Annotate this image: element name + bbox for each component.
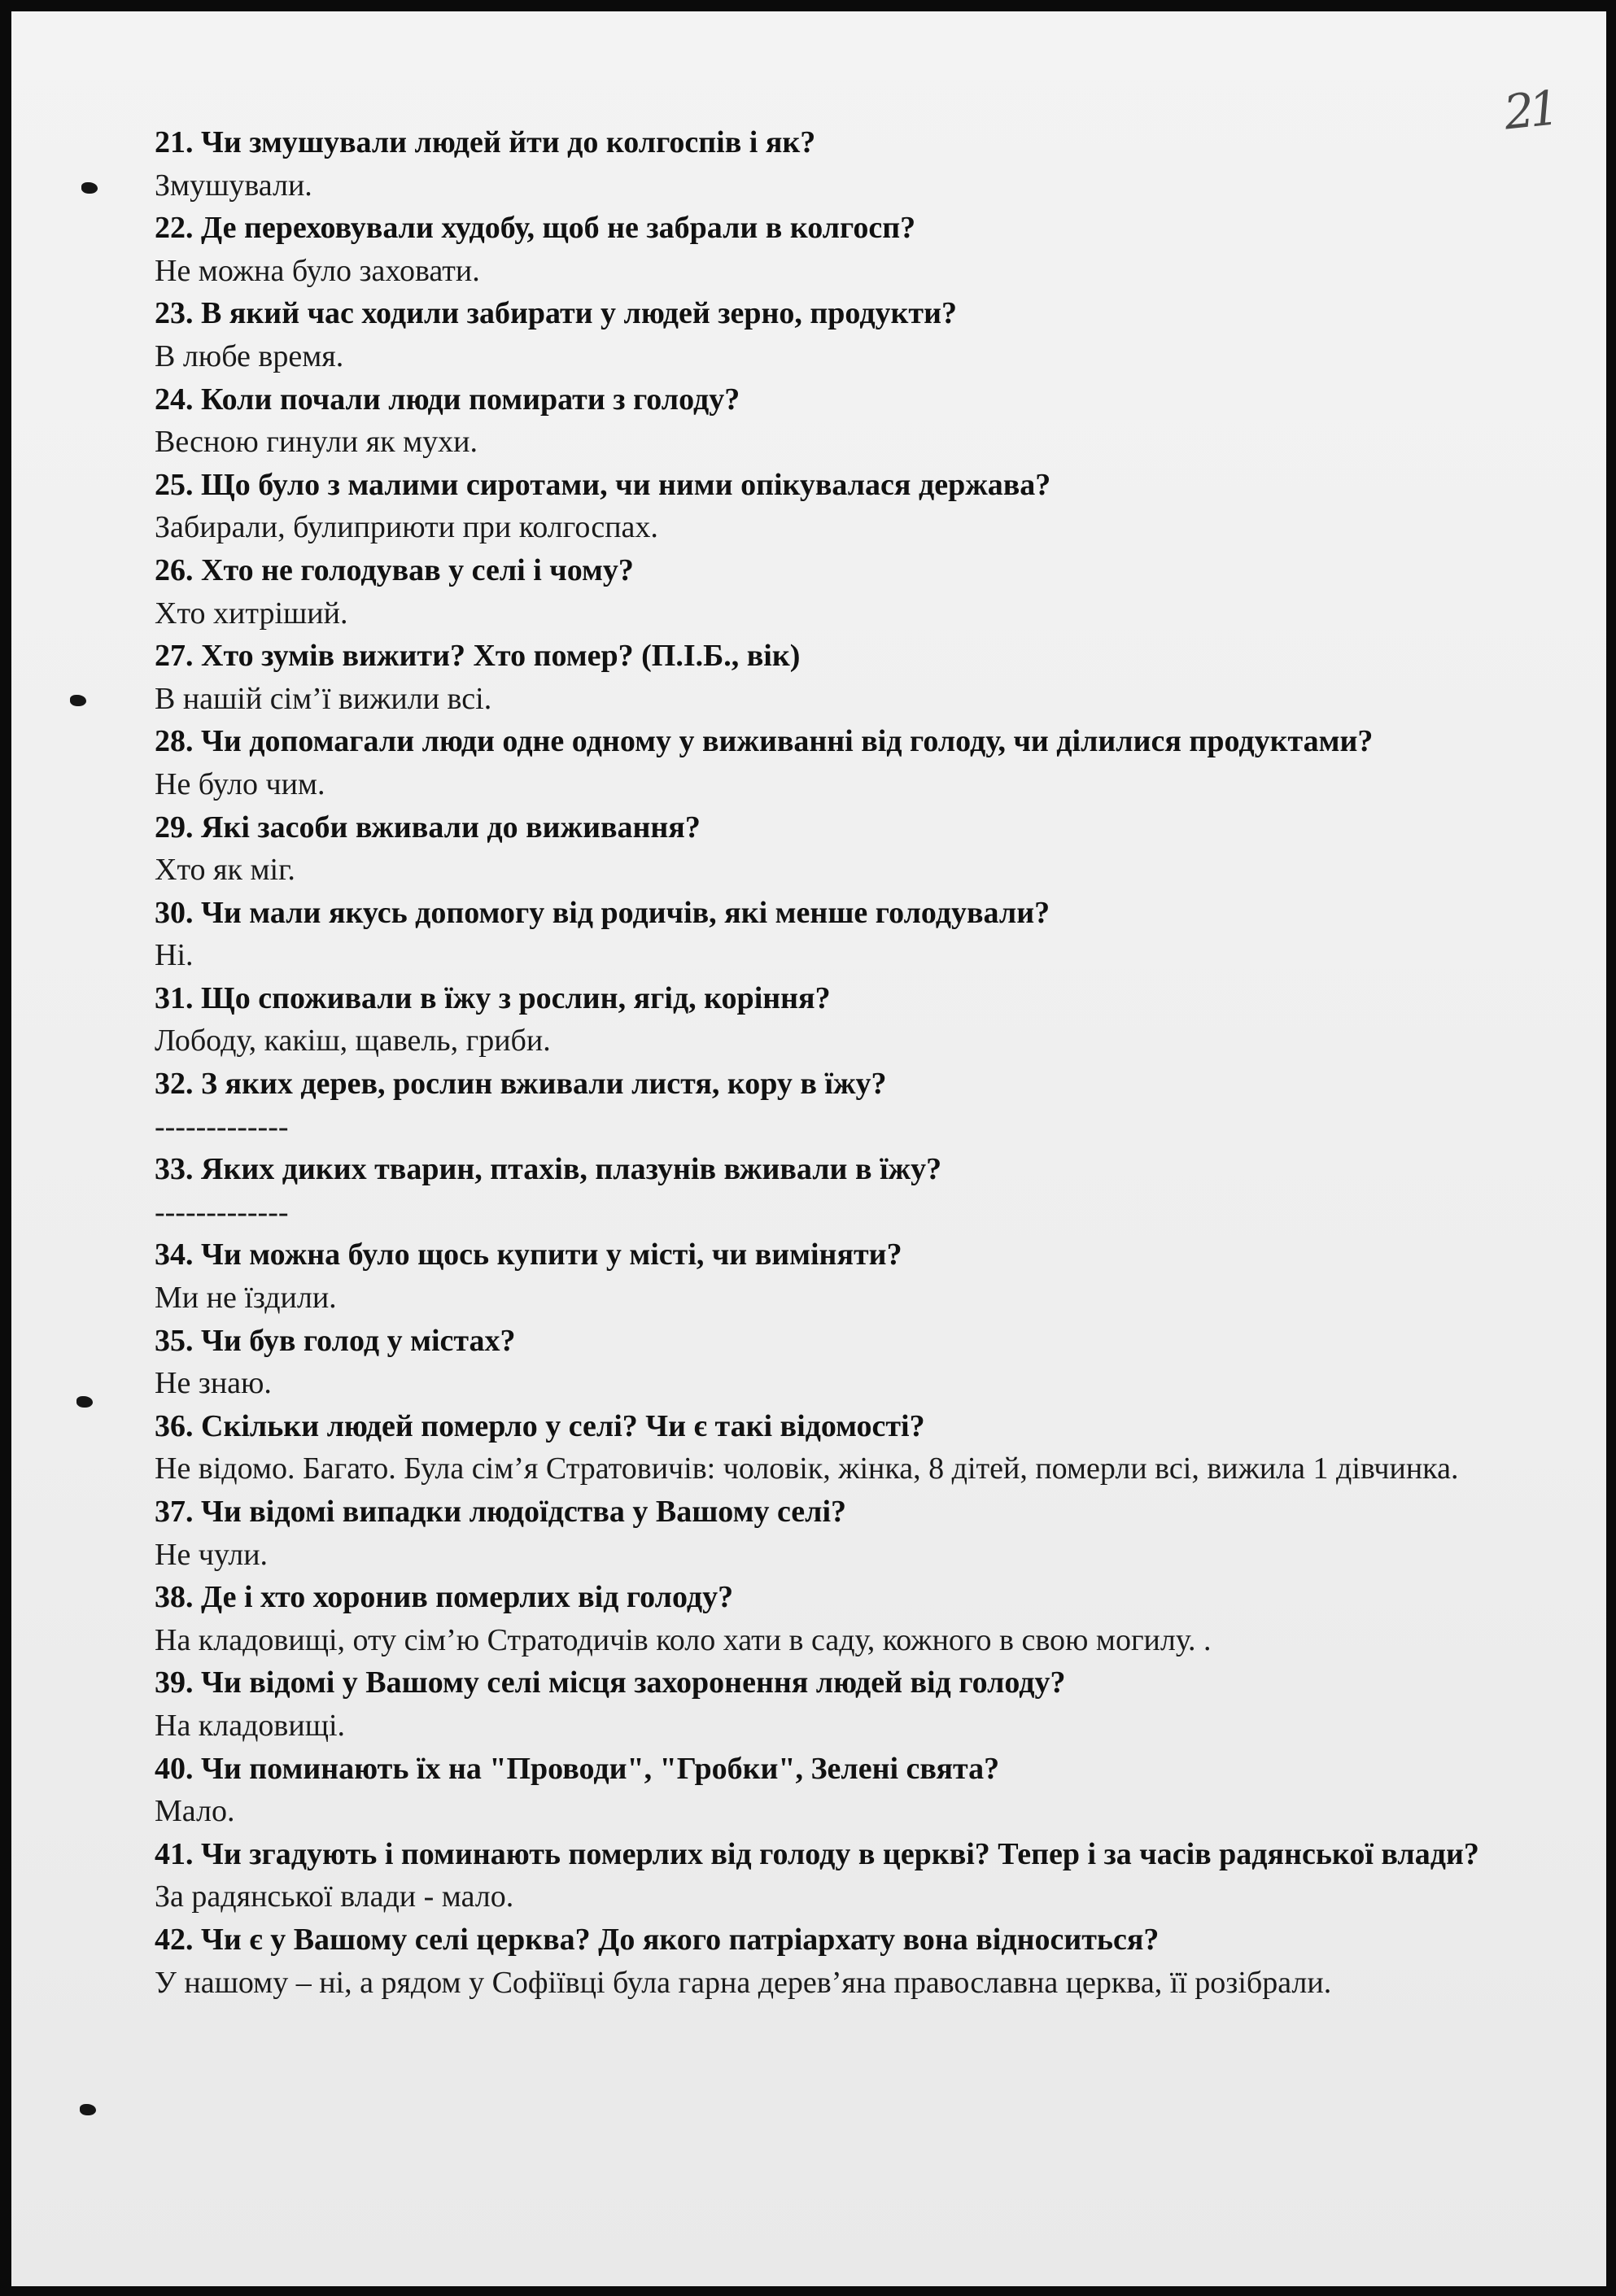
qa-item [107, 464, 1495, 549]
answer: Весною гинули як мухи. [155, 425, 478, 460]
question: 29. Які засоби вживали до виживання? [155, 810, 701, 845]
question: 23. В який час ходили забирати у людей зерно, продукти? [155, 296, 957, 331]
qa-item [107, 292, 1495, 378]
question: 27. Хто зумів вижити? Хто помер? (П.І.Б., вік) [155, 639, 801, 674]
qa-item [107, 1405, 1495, 1491]
question: 42. Чи є у Вашому селі церква? До якого патріархату вона відноситься? [155, 1922, 1160, 1957]
answer: В нашій сім’ї вижили всі. [155, 681, 492, 716]
question: 35. Чи був голод у містах? [155, 1323, 516, 1358]
answer: За радянської влади - мало. [155, 1879, 514, 1914]
question: 22. Де переховували худобу, щоб не забрали в колгосп? [155, 211, 916, 246]
question: 25. Що було з малими сиротами, чи ними опікувалася держава? [155, 467, 1051, 502]
answer: Не відомо. Багато. Була сім’я Стратовичів: чоловік, жінка, 8 дітей, померли всі, вижила 1 дівчинка. [155, 1451, 1459, 1486]
answer: ------------- [155, 1109, 289, 1144]
questionnaire-text [107, 121, 1495, 2004]
qa-item [107, 378, 1495, 464]
question: 32. З яких дерев, рослин вживали листя, кору в їжу? [155, 1067, 887, 1102]
question: 40. Чи поминають їх на "Проводи", "Гробки", Зелені свята? [155, 1751, 1000, 1786]
qa-item [107, 1320, 1495, 1405]
question: 34. Чи можна було щось купити у місті, чи виміняти? [155, 1237, 902, 1272]
question: 30. Чи мали якусь допомогу від родичів, які менше голодували? [155, 895, 1050, 930]
question: 31. Що споживали в їжу з рослин, ягід, коріння? [155, 980, 831, 1015]
answer: Не чули. [155, 1537, 269, 1572]
question: 41. Чи згадують і поминають померлих від голоду в церкві? Тепер і за часів радянської влади? [155, 1836, 1479, 1871]
punch-hole [76, 1396, 93, 1408]
answer: На кладовищі, оту сім’ю Стратодичів коло хати в саду, кожного в свою могилу. . [155, 1622, 1212, 1657]
question: 33. Яких диких тварин, птахів, плазунів вживали в їжу? [155, 1152, 942, 1187]
qa-item [107, 207, 1495, 292]
question: 36. Скільки людей померло у селі? Чи є такі відомості? [155, 1408, 925, 1443]
document-page [11, 11, 1606, 2286]
qa-item [107, 1063, 1495, 1148]
answer: Не знаю. [155, 1366, 272, 1401]
qa-item [107, 892, 1495, 977]
answer: Хто як міг. [155, 853, 295, 888]
answer: Хто хитріший. [155, 596, 348, 631]
answer: Забирали, булиприюти при колгоспах. [155, 510, 658, 545]
punch-hole [81, 182, 98, 194]
qa-item [107, 1576, 1495, 1661]
answer: ------------- [155, 1194, 289, 1229]
qa-item [107, 635, 1495, 720]
question: 26. Хто не голодував у селі і чому? [155, 552, 634, 587]
question: 24. Коли почали люди помирати з голоду? [155, 382, 740, 417]
qa-item [107, 1148, 1495, 1233]
answer: У нашому – ні, а рядом у Софіївці була гарна дерев’яна православна церква, її розібрали. [155, 1965, 1332, 2000]
question: 37. Чи відомі випадки людоїдства у Вашому селі? [155, 1495, 847, 1529]
qa-item [107, 121, 1495, 207]
answer: Не було чим. [155, 766, 325, 801]
punch-hole [70, 695, 86, 706]
qa-item [107, 1918, 1495, 2004]
qa-item [107, 1491, 1495, 1576]
answer: На кладовищі. [155, 1708, 346, 1743]
answer: Лободу, какіш, щавель, гриби. [155, 1024, 551, 1059]
qa-item [107, 1748, 1495, 1833]
qa-item [107, 720, 1495, 805]
handwritten-page-number: 21 [1501, 80, 1557, 141]
answer: Змушували. [155, 168, 312, 203]
qa-item [107, 806, 1495, 892]
question: 21. Чи змушували людей йти до колгоспів і як? [155, 125, 816, 159]
answer: Мало. [155, 1794, 235, 1829]
qa-item [107, 1233, 1495, 1319]
answer: В любе время. [155, 338, 344, 373]
qa-item [107, 977, 1495, 1063]
qa-item [107, 549, 1495, 635]
answer: Ні. [155, 938, 194, 973]
answer: Ми не їздили. [155, 1281, 337, 1316]
question: 28. Чи допомагали люди одне одному у виживанні від голоду, чи ділилися продуктами? [155, 724, 1374, 759]
qa-item [107, 1833, 1495, 1918]
question: 39. Чи відомі у Вашому селі місця захоронення людей від голоду? [155, 1665, 1066, 1700]
qa-item [107, 1661, 1495, 1747]
punch-hole [80, 2104, 96, 2115]
question: 38. Де і хто хоронив померлих від голоду? [155, 1580, 734, 1615]
answer: Не можна було заховати. [155, 253, 480, 288]
